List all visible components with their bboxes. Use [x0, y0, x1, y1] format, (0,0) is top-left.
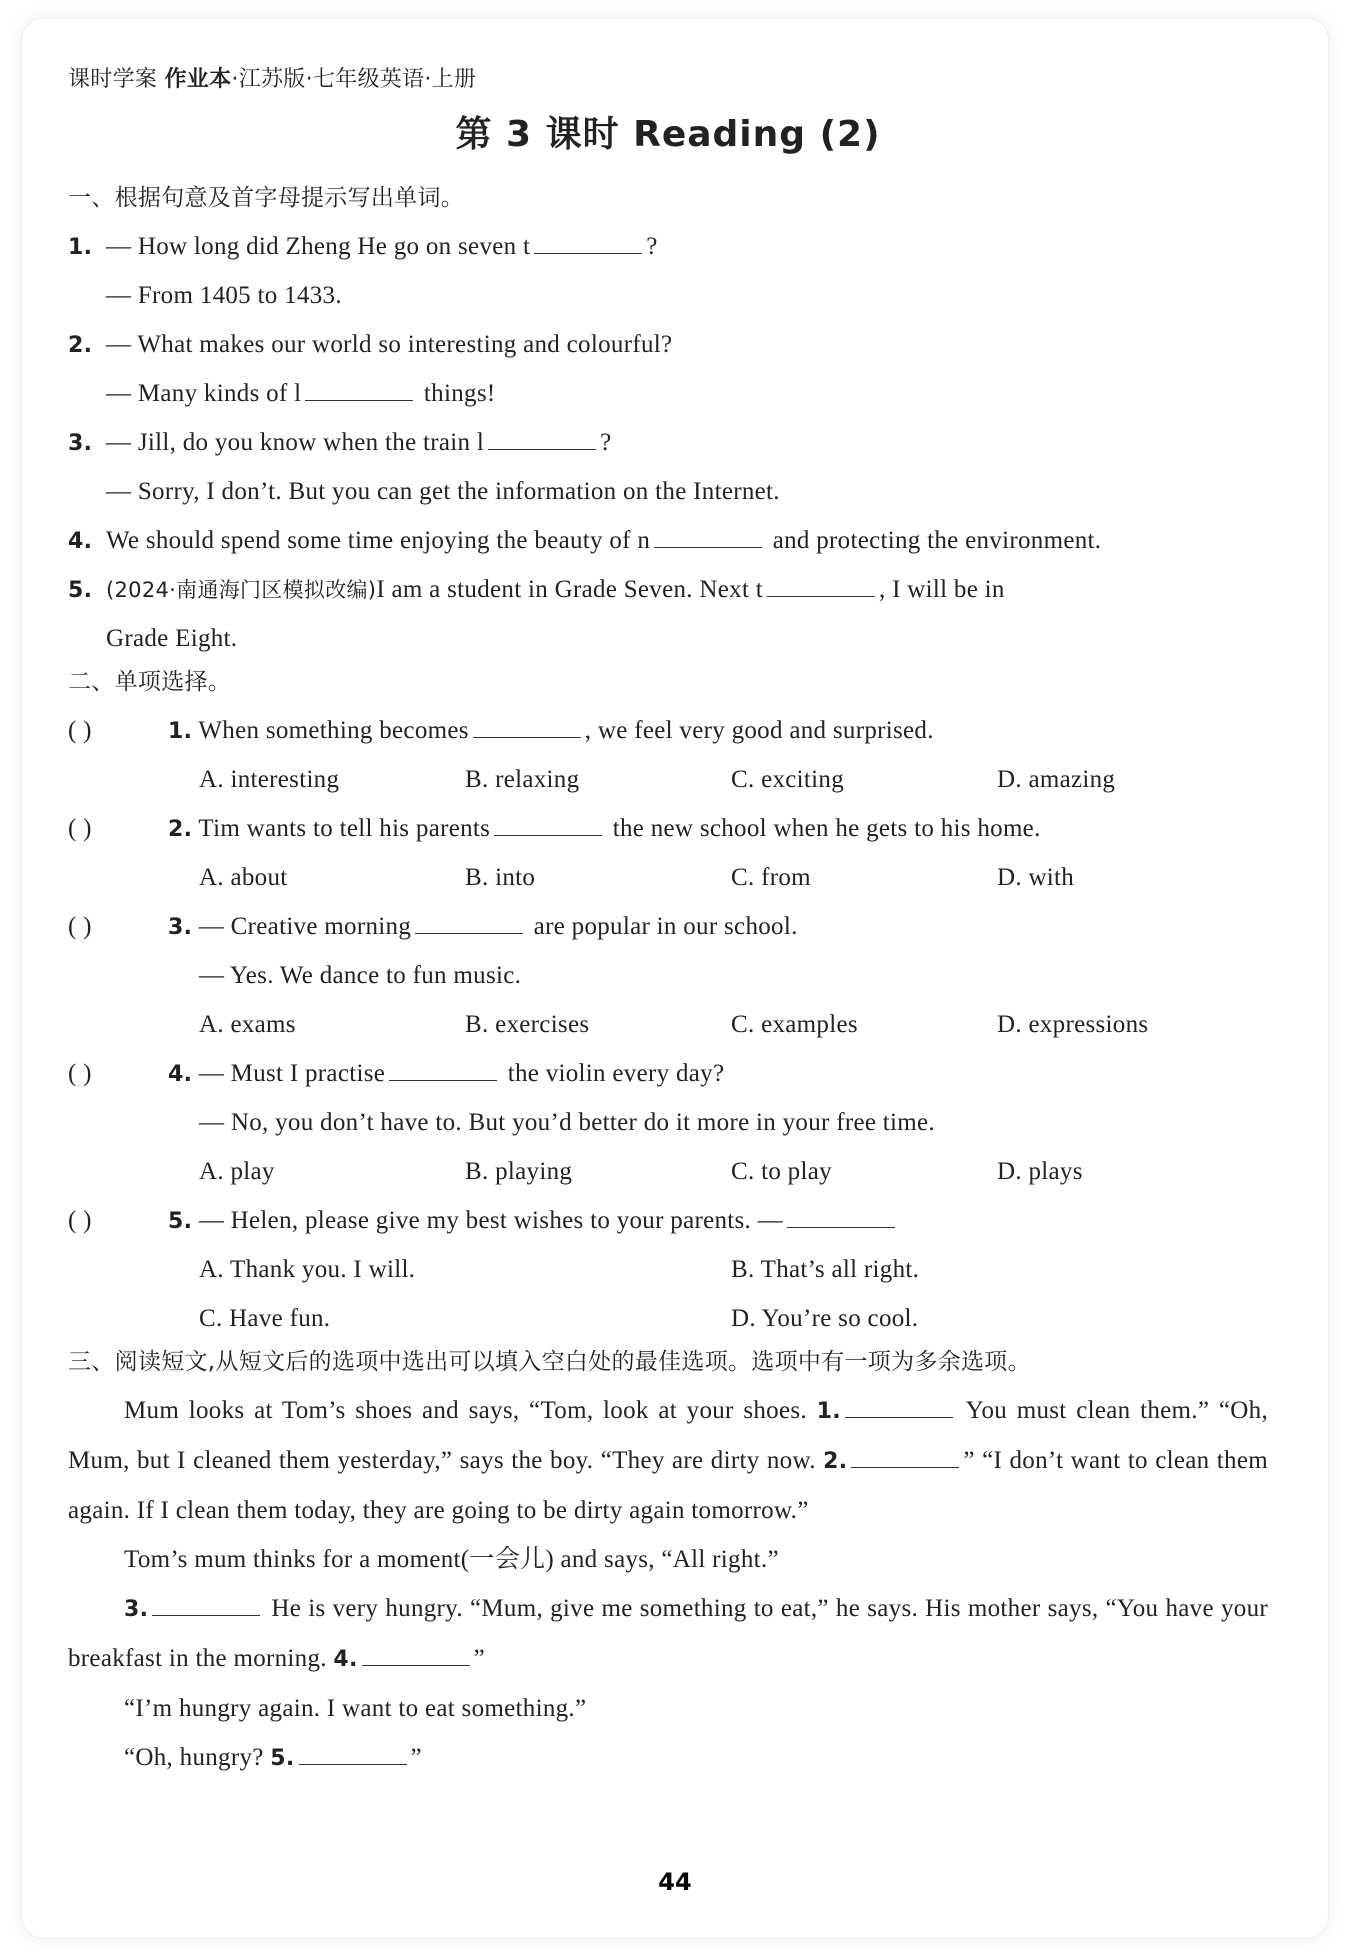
q-num: 1. — [168, 719, 193, 744]
s2-q2-options — [68, 853, 1268, 902]
option-b[interactable]: B. exercises — [465, 1011, 590, 1038]
answer-blank[interactable] — [473, 717, 581, 738]
answer-blank[interactable] — [362, 1645, 470, 1666]
q-text: — Helen, please give my best wishes to your parents. — — [198, 1207, 783, 1234]
source-tag: (2024·南通海门区模拟改编) — [106, 578, 377, 602]
passage-text: Mum looks at Tom’s shoes and says, “Tom, look at your shoes. — [124, 1397, 817, 1424]
answer-parens[interactable]: ( ) — [68, 913, 92, 940]
header-suffix: ·江苏版·七年级英语·上册 — [231, 67, 477, 92]
s2-q3-options — [68, 1000, 1268, 1049]
option-d[interactable]: D. plays — [997, 1158, 1083, 1185]
option-a[interactable]: A. Thank you. I will. — [199, 1256, 416, 1283]
option-d[interactable]: D. amazing — [997, 766, 1116, 793]
answer-blank[interactable] — [299, 1744, 407, 1765]
answer-parens[interactable]: ( ) — [68, 717, 92, 744]
s1-item4-line1 — [68, 516, 1268, 565]
option-d[interactable]: D. with — [997, 864, 1075, 891]
s1-item2-line1 — [68, 320, 1268, 369]
s2-q3-stem — [68, 902, 1268, 951]
header-bold: 作业本 — [164, 67, 232, 92]
s1-item5-line2: Grade Eight. — [106, 625, 238, 652]
s1-text: — How long did Zheng He go on seven t — [106, 233, 531, 260]
answer-blank[interactable] — [389, 1060, 497, 1081]
option-a[interactable]: A. about — [199, 864, 288, 891]
option-c[interactable]: C. examples — [731, 1011, 858, 1038]
blank-num: 4. — [333, 1647, 358, 1672]
passage-paragraph-4: “I’m hungry again. I want to eat something.” — [124, 1695, 587, 1722]
option-c[interactable]: C. to play — [731, 1158, 832, 1185]
answer-parens[interactable]: ( ) — [68, 1207, 92, 1234]
option-b[interactable]: B. relaxing — [465, 766, 580, 793]
header-prefix: 课时学案 — [68, 67, 165, 92]
s2-q1-stem — [68, 706, 1268, 755]
q-text: the violin every day? — [501, 1060, 725, 1087]
answer-parens[interactable]: ( ) — [68, 815, 92, 842]
answer-blank[interactable] — [494, 815, 602, 836]
s1-text: and protecting the environment. — [766, 527, 1102, 554]
blank-num: 5. — [270, 1746, 295, 1771]
s1-text: We should spend some time enjoying the beauty of n — [106, 527, 651, 554]
s1-item5-line1 — [68, 565, 1268, 614]
s1-num: 2. — [68, 333, 93, 358]
answer-blank[interactable] — [488, 429, 596, 450]
answer-blank[interactable] — [305, 380, 413, 401]
option-c[interactable]: C. from — [731, 864, 811, 891]
passage-text: He is very hungry. “Mum, give me something to eat,” he says. His mother says, “You have your breakfast in the morning. — [68, 1595, 1268, 1672]
passage-paragraph-3 — [68, 1584, 1268, 1684]
option-b[interactable]: B. playing — [465, 1158, 573, 1185]
s1-num: 1. — [68, 235, 93, 260]
option-b[interactable]: B. That’s all right. — [731, 1256, 920, 1283]
blank-num: 2. — [823, 1449, 848, 1474]
option-a[interactable]: A. play — [199, 1158, 275, 1185]
q-text: , we feel very good and surprised. — [584, 717, 934, 744]
lesson-title: 第 3 课时 Reading (2) — [455, 114, 881, 155]
passage-paragraph-5 — [68, 1733, 1268, 1783]
s1-text: I am a student in Grade Seven. Next t — [376, 576, 763, 603]
s2-q4-line2: — No, you don’t have to. But you’d better do it more in your free time. — [199, 1109, 935, 1136]
q-text: — Creative morning — [198, 913, 412, 940]
q-text: the new school when he gets to his home. — [606, 815, 1041, 842]
s1-item3-line1 — [68, 418, 1268, 467]
section2-heading: 二、单项选择。 — [68, 669, 232, 695]
section3-heading: 三、阅读短文,从短文后的选项中选出可以填入空白处的最佳选项。选项中有一项为多余选项。 — [68, 1349, 1031, 1375]
answer-blank[interactable] — [534, 233, 642, 254]
worksheet-content — [68, 62, 1268, 1783]
s1-text: ? — [646, 233, 658, 260]
answer-blank[interactable] — [851, 1447, 959, 1468]
blank-num: 3. — [124, 1597, 149, 1622]
q-text: are popular in our school. — [527, 913, 798, 940]
option-c[interactable]: C. exciting — [731, 766, 845, 793]
answer-blank[interactable] — [654, 527, 762, 548]
s1-item1-line1 — [68, 222, 1268, 271]
s2-q4-stem — [68, 1049, 1268, 1098]
s2-q3-line2: — Yes. We dance to fun music. — [199, 962, 522, 989]
passage-text: “Oh, hungry? — [124, 1744, 271, 1771]
q-text: Tim wants to tell his parents — [198, 815, 491, 842]
s1-item3-line2: — Sorry, I don’t. But you can get the information on the Internet. — [106, 478, 780, 505]
q-text: When something becomes — [198, 717, 469, 744]
q-num: 5. — [168, 1209, 193, 1234]
option-d[interactable]: D. You’re so cool. — [731, 1305, 919, 1332]
passage-text: ” — [410, 1744, 422, 1771]
passage-text: You must clean them.” “Oh, Mum, but I cleaned them yesterday,” says the boy. “They are dirty now. — [68, 1397, 1268, 1474]
passage-text: ” — [473, 1645, 486, 1672]
option-b[interactable]: B. into — [465, 864, 536, 891]
option-a[interactable]: A. interesting — [199, 766, 340, 793]
s1-text: — Jill, do you know when the train l — [106, 429, 485, 456]
s1-text: things! — [417, 380, 496, 407]
s1-text: ? — [600, 429, 612, 456]
s1-num: 5. — [68, 578, 93, 603]
answer-parens[interactable]: ( ) — [68, 1060, 92, 1087]
option-d[interactable]: D. expressions — [997, 1011, 1149, 1038]
blank-num: 1. — [816, 1399, 841, 1424]
s1-text: — What makes our world so interesting and colourful? — [106, 331, 673, 358]
s2-q2-stem — [68, 804, 1268, 853]
s2-q1-options — [68, 755, 1268, 804]
answer-blank[interactable] — [767, 576, 875, 597]
s2-q5-options-row1 — [68, 1245, 1268, 1294]
s2-q5-stem — [68, 1196, 1268, 1245]
q-num: 4. — [168, 1062, 193, 1087]
s1-num: 3. — [68, 431, 93, 456]
passage-paragraph-1 — [68, 1386, 1268, 1535]
q-num: 3. — [168, 915, 193, 940]
option-c[interactable]: C. Have fun. — [199, 1305, 331, 1332]
passage-paragraph-2: Tom’s mum thinks for a moment(一会儿) and says, “All right.” — [124, 1546, 779, 1573]
q-text: — Must I practise — [198, 1060, 386, 1087]
s2-q4-options — [68, 1147, 1268, 1196]
s1-item2-line2 — [68, 369, 1268, 418]
s1-item1-line2: — From 1405 to 1433. — [106, 282, 342, 309]
answer-blank[interactable] — [152, 1595, 260, 1616]
option-a[interactable]: A. exams — [199, 1011, 296, 1038]
s1-num: 4. — [68, 529, 93, 554]
s2-q5-options-row2 — [68, 1294, 1268, 1343]
answer-blank[interactable] — [845, 1397, 953, 1418]
answer-blank[interactable] — [787, 1207, 895, 1228]
page-number: 44 — [658, 1868, 692, 1896]
q-num: 2. — [168, 817, 193, 842]
s1-text: — Many kinds of l — [106, 380, 302, 407]
answer-blank[interactable] — [415, 913, 523, 934]
book-header — [68, 62, 1268, 106]
passage-text: ” “I don’t want to clean them again. If I clean them today, they are going to be dirty again tomorrow.” — [68, 1447, 1268, 1524]
section1-heading: 一、根据句意及首字母提示写出单词。 — [68, 185, 465, 211]
s1-text: , I will be in — [879, 576, 1005, 603]
